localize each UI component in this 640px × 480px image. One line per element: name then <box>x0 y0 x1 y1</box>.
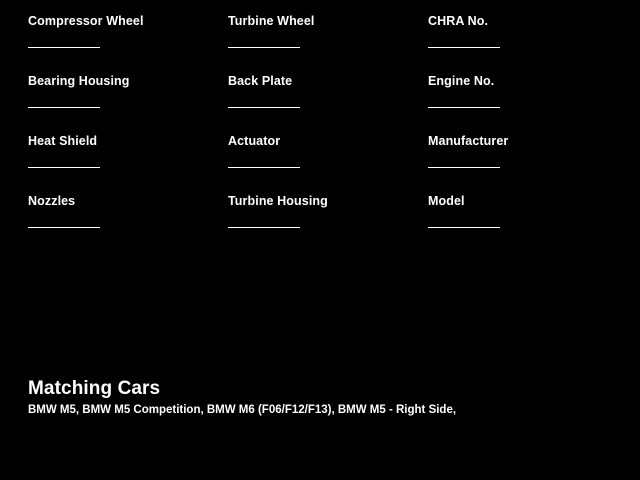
spec-field-engine-no <box>428 74 612 134</box>
matching-cars-list: BMW M5, BMW M5 Competition, BMW M6 (F06/F12/F13), BMW M5 - Right Side, <box>28 404 457 416</box>
spec-field-model <box>428 194 612 254</box>
spec-field-turbine-housing <box>228 194 428 254</box>
spec-field-heat-shield <box>28 134 228 194</box>
spec-field-nozzles <box>28 194 228 254</box>
spec-field-compressor-wheel <box>28 14 228 74</box>
spec-field-manufacturer <box>428 134 612 194</box>
spec-value-rule <box>428 47 500 48</box>
spec-label: Actuator <box>228 134 281 148</box>
spec-value-rule <box>28 47 100 48</box>
spec-label: Model <box>428 194 465 208</box>
spec-label: Bearing Housing <box>28 74 130 88</box>
spec-label: Back Plate <box>228 74 293 88</box>
spec-value-rule <box>228 227 300 228</box>
spec-label: CHRA No. <box>428 14 489 28</box>
spec-value-rule <box>28 107 100 108</box>
spec-value-rule <box>228 47 300 48</box>
matching-cars-section <box>28 378 612 417</box>
specification-grid <box>28 14 612 254</box>
spec-value-rule <box>28 167 100 168</box>
spec-value-rule <box>428 227 500 228</box>
spec-label: Heat Shield <box>28 134 98 148</box>
matching-cars-title: Matching Cars <box>28 378 161 399</box>
spec-label: Nozzles <box>28 194 76 208</box>
spec-field-bearing-housing <box>28 74 228 134</box>
spec-label: Turbine Wheel <box>228 14 315 28</box>
spec-value-rule <box>428 107 500 108</box>
spec-label: Manufacturer <box>428 134 509 148</box>
spec-value-rule <box>228 107 300 108</box>
spec-label: Compressor Wheel <box>28 14 144 28</box>
spec-label: Turbine Housing <box>228 194 328 208</box>
spec-value-rule <box>28 227 100 228</box>
spec-field-turbine-wheel <box>228 14 428 74</box>
spec-field-actuator <box>228 134 428 194</box>
spec-label: Engine No. <box>428 74 495 88</box>
spec-value-rule <box>228 167 300 168</box>
spec-field-chra-no <box>428 14 612 74</box>
spec-value-rule <box>428 167 500 168</box>
spec-field-back-plate <box>228 74 428 134</box>
